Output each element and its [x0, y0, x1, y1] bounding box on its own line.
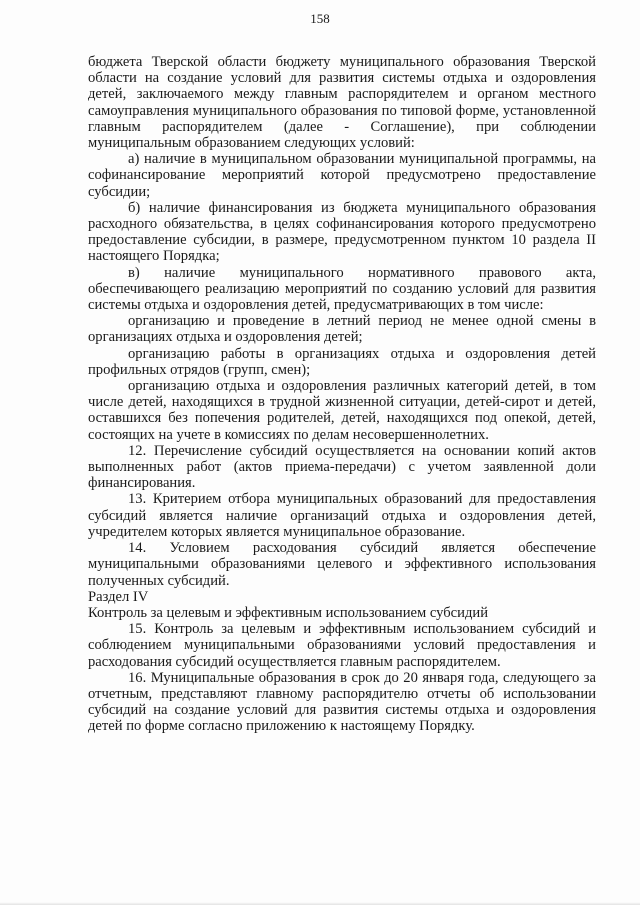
section-number: Раздел IV: [88, 588, 149, 605]
paragraph: 14. Условием расходования субсидий является обеспечение муниципальными образованиями целевого и эффективного использования полученных субсидий.: [88, 540, 596, 589]
section-title: Контроль за целевым и эффективным использованием субсидий: [88, 604, 489, 621]
paragraph: а) наличие в муниципальном образовании муниципальной программы, на софинансирование мероприятий которой предусмотрено предоставление субсидии;: [88, 151, 596, 200]
paragraph: 16. Муниципальные образования в срок до 20 января года, следующего за отчетным, представляют главному распорядителю отчеты об использовании субсидий на создание условий для развития системы отдыха и оздоровления детей по форме согласно приложению к настоящему Порядку.: [88, 669, 596, 735]
paragraph: 12. Перечисление субсидий осуществляется на основании копий актов выполненных работ (актов приема-передачи) с учетом заявленной доли финансирования.: [88, 442, 596, 492]
paragraph: в) наличие муниципального нормативного правового акта, обеспечивающего реализацию мероприятий по созданию условий для развития системы отдыха и оздоровления детей, предусматривающих в том числе:: [88, 264, 596, 314]
paragraph: 13. Критерием отбора муниципальных образований для предоставления субсидий является наличие организаций отдыха и оздоровления детей, учредителем которых является муниципальное образование.: [88, 491, 596, 540]
paragraph: организацию отдыха и оздоровления различных категорий детей, в том числе детей, находящихся в трудной жизненной ситуации, детей-сирот и детей, оставшихся без попечения родителей, детей, находящихся под опекой, детей, состоящих на учете в комиссиях по делам несовершеннолетних.: [88, 378, 596, 443]
paragraph: б) наличие финансирования из бюджета муниципального образования расходного обязательства, в целях софинансирования которого предусмотрено предоставление субсидии, в размере, предусмотренном пунктом 10 раздела II настоящего Порядка;: [88, 199, 596, 265]
paragraph: 15. Контроль за целевым и эффективным использованием субсидий и соблюдением муниципальными образованиями условий предоставления и расходования субсидий осуществляется главным распорядителем.: [88, 621, 596, 670]
document-body: [88, 54, 596, 735]
paragraph: организацию работы в организациях отдыха и оздоровления детей профильных отрядов (групп, смен);: [88, 345, 596, 378]
page-number: 158: [310, 11, 330, 26]
paragraph: организацию и проведение в летний период не менее одной смены в организациях отдыха и оздоровления детей;: [88, 313, 596, 346]
paragraph: бюджета Тверской области бюджету муниципального образования Тверской области на создание условий для развития системы отдыха и оздоровления детей, заключаемого между главным распорядителем и органом местного самоуправления муниципального образования по типовой форме, установленной главным распорядителем (далее - Соглашение), при соблюдении муниципальным образованием следующих условий:: [88, 54, 596, 152]
